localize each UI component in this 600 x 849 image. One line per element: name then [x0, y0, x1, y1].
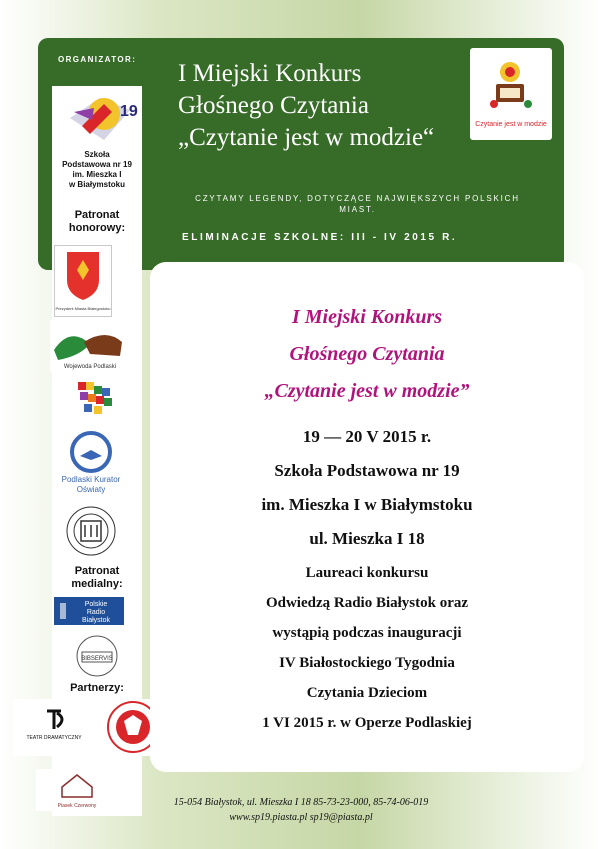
kurator-line2: Oświaty — [76, 485, 106, 494]
house-icon — [36, 769, 118, 811]
organizer-label: ORGANIZATOR: — [58, 55, 137, 64]
theatre-text: TEATR DRAMATYCZNY — [26, 735, 82, 741]
organizer-name-line1: Szkoła — [84, 150, 110, 159]
organizer-name-line4: w Białymstoku — [68, 180, 125, 189]
bibliotheca-logo — [62, 634, 132, 678]
header-title — [178, 58, 468, 154]
kurator-icon — [54, 430, 128, 496]
bison-icon — [50, 320, 130, 372]
city-crest-logo — [54, 245, 112, 317]
card-school: Szkoła Podstawowa nr 19 — [274, 461, 460, 480]
university-seal — [62, 505, 120, 557]
contest-logo-icon — [470, 48, 552, 140]
theatre-icon — [13, 699, 95, 756]
card-week: IV Białostockiego Tygodnia — [279, 655, 455, 671]
card-reading: Czytania Dzieciom — [306, 685, 428, 701]
crest-text: Prezydent Miasta Białegostoku — [55, 306, 111, 311]
card-title-line3: „Czytanie jest w modzie” — [264, 380, 470, 402]
footer-address: 15-054 Białystok, ul. Mieszka I 18 85-73-23-000, 85-74-06-019 — [173, 797, 429, 808]
voivode-logo — [50, 320, 130, 372]
seal-icon — [62, 505, 120, 557]
card-title-line2: Głośnego Czytania — [289, 343, 445, 365]
partners-label: Partnerzy: — [70, 682, 124, 694]
mosaic-icon — [50, 378, 130, 422]
honorary-label: Patronat honorowy: — [68, 209, 126, 234]
svg-text:19: 19 — [120, 103, 138, 120]
kurator-line1: Podlaski Kurator — [61, 475, 121, 484]
info-card — [150, 262, 584, 772]
theatre-logo — [13, 699, 95, 756]
organizer-name — [52, 150, 142, 190]
card-title-line1: I Miejski Konkurs — [291, 306, 443, 328]
voivode-text: Wojewoda Podlaski — [63, 364, 117, 370]
radio-logo — [52, 593, 126, 629]
restaurant-logo — [36, 769, 118, 811]
header-subtitle: CZYTAMY LEGENDY, DOTYCZĄCE NAJWIĘKSZYCH POLSKICH MIAST. — [195, 194, 520, 214]
header-elimination: ELIMINACJE SZKOLNE: III - IV 2015 R. — [182, 232, 458, 243]
card-opera: 1 VI 2015 r. w Operze Podlaskiej — [262, 715, 472, 731]
media-label: Patronat medialny: — [71, 565, 123, 590]
bibliotheca-text: BIBSERVIS — [81, 656, 113, 662]
school-logo-icon — [60, 90, 140, 145]
header-title-line1: I Miejski Konkurs — [178, 60, 362, 87]
organizer-name-line2: Podstawowa nr 19 — [62, 160, 132, 169]
kurator-logo — [54, 430, 128, 496]
bibliotheca-icon — [62, 634, 132, 678]
card-date: 19 — 20 V 2015 r. — [302, 427, 432, 446]
contest-logo-text: Czytanie jest w modzie — [475, 121, 547, 128]
footer-contact: www.sp19.piasta.pl sp19@piasta.pl — [229, 812, 373, 823]
header-title-line2: Głośnego Czytania — [178, 92, 369, 119]
radio-icon — [52, 593, 126, 629]
card-inauguration: wystąpią podczas inauguracji — [272, 625, 462, 641]
school-logo — [60, 90, 140, 145]
card-school-name: im. Mieszka I w Białymstoku — [261, 495, 473, 514]
crest-icon — [55, 246, 111, 316]
organizer-name-line3: im. Mieszka I — [72, 170, 122, 179]
contest-logo — [470, 48, 552, 140]
radio-line3: Białystok — [81, 617, 111, 624]
radio-line2: Radio — [86, 609, 106, 616]
card-radio-visit: Odwiedzą Radio Białystok oraz — [265, 595, 469, 611]
radio-line1: Polskie — [84, 601, 108, 608]
card-laureates: Laureaci konkursu — [305, 565, 429, 581]
podlasie-logo — [50, 378, 130, 422]
card-address: ul. Mieszka I 18 — [309, 529, 425, 548]
restaurant-text: Piasek Czerwony — [57, 803, 97, 809]
header-title-line3: „Czytanie jest w modzie“ — [178, 124, 435, 151]
